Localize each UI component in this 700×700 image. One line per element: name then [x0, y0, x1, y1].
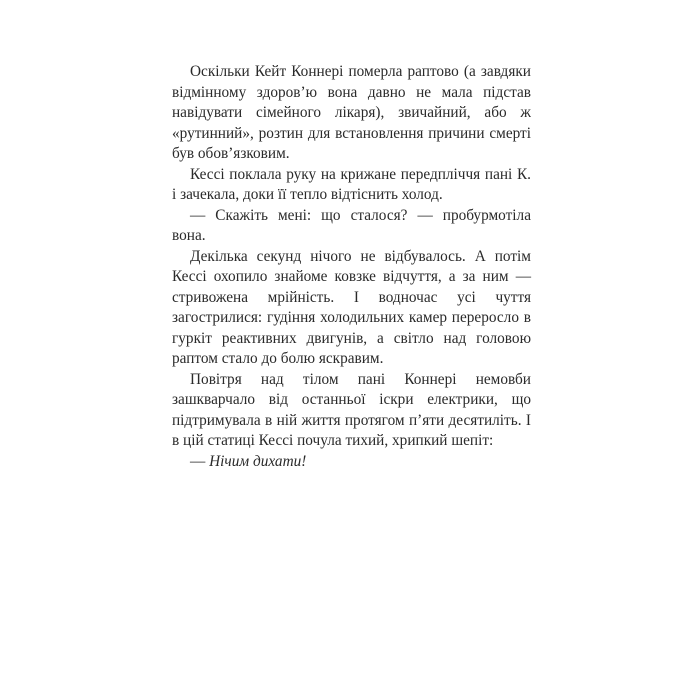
paragraph-dialogue-answer: [172, 452, 531, 473]
em-dash: —: [190, 452, 210, 470]
paragraph-dialogue-question: — Скажіть мені: що сталося? — пробурмотіла вона.: [172, 206, 531, 244]
paragraph-touch: Кессі поклала руку на крижане передпліччя пані К. і зачекала, доки її тепло відтіснить холод.: [172, 165, 531, 203]
paragraph-whisper: Повітря над тілом пані Коннері немовби зашкварчало від останньої іскри електрики, що підтримувала в ній життя протягом п’яти десятиліть. І в цій статиці Кессі почула тихий, хрипкий шепіт:: [172, 370, 531, 449]
paragraph-autopsy: Оскільки Кейт Коннері померла раптово (а завдяки відмінному здоров’ю вона давно не мала підстав навідувати сімейного лікаря), звичайний, або ж «рутинний», розтин для встановлення причини смерті був обов’язковим.: [172, 63, 531, 162]
book-page-text: [172, 62, 531, 472]
italic-quote: Нічим дихати!: [209, 452, 307, 470]
paragraph-sensation: Декілька секунд нічого не відбувалось. А потім Кессі охопило знайоме ковзке відчуття, а за ним — стривожена мрійність. І водночас усі чуття загострилися: гудіння холодильних камер переросло в гуркіт реактивних двигунів, а світло над головою раптом стало до болю яскравим.: [172, 247, 531, 367]
